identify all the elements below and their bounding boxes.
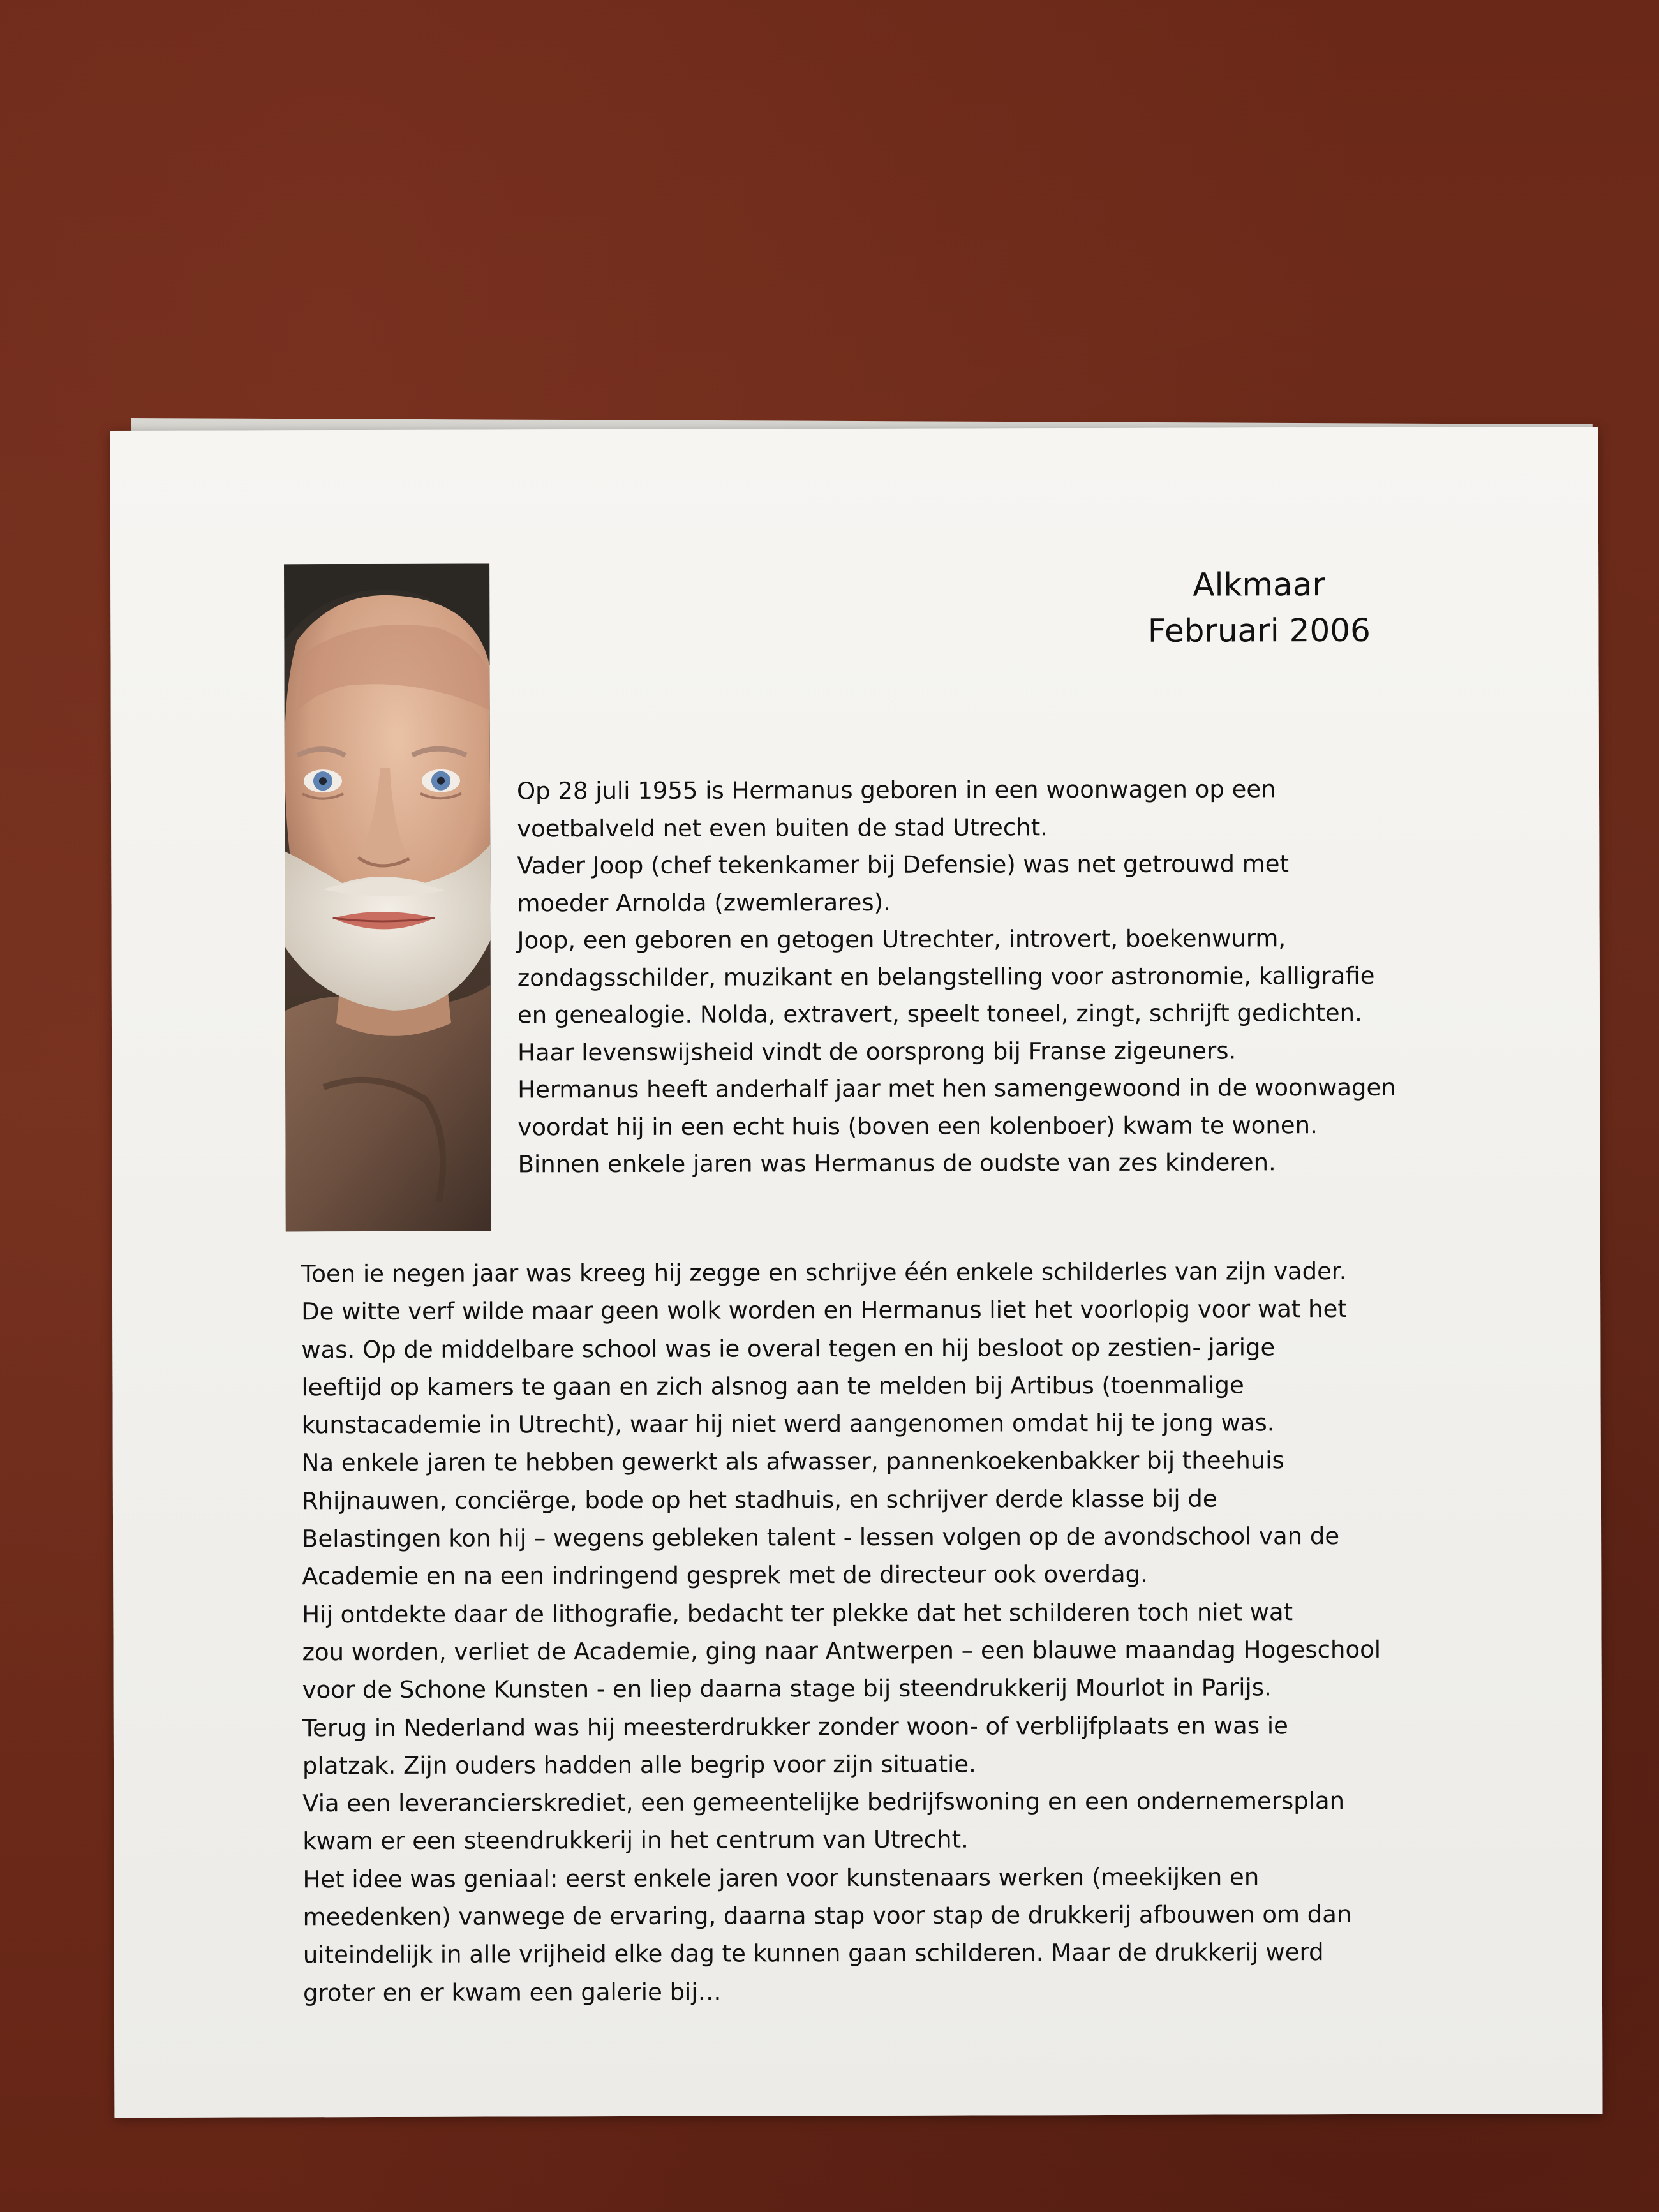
text-line: Academie en na een indringend gesprek met de directeur ook overdag. — [302, 1561, 1148, 1591]
text-line: Belastingen kon hij – wegens gebleken talent - lessen volgen op de avondschool van de — [302, 1522, 1340, 1553]
date-heading: Februari 2006 — [1147, 611, 1371, 649]
text-line: was. Op de middelbare school was ie overal tegen en hij besloot op zestien- jarige — [301, 1333, 1276, 1363]
text-line: Haar levenswijsheid vindt de oorsprong bij Franse zigeuners. — [517, 1036, 1237, 1066]
text-line: platzak. Zijn ouders hadden alle begrip voor zijn situatie. — [302, 1750, 976, 1780]
text-line: Hij ontdekte daar de lithografie, bedacht ter plekke dat het schilderen toch niet wat — [302, 1598, 1293, 1628]
text-line: Terug in Nederland was hij meesterdrukker zonder woon- of verblijfplaats en was ie — [302, 1711, 1288, 1742]
text-line: voor de Schone Kunsten - en liep daarna stage bij steendrukkerij Mourlot in Parijs. — [302, 1674, 1272, 1704]
painted-portrait-image — [284, 564, 491, 1232]
text-line: Toen ie negen jaar was kreeg hij zegge en schrijve één enkele schilderles van zijn vader. — [301, 1257, 1347, 1288]
text-line: Binnen enkele jaren was Hermanus de oudste van zes kinderen. — [517, 1148, 1276, 1178]
text-line: Na enkele jaren te hebben gewerkt als afwasser, pannenkoekenbakker bij theehuis — [301, 1446, 1284, 1477]
location-heading: Alkmaar — [1193, 566, 1326, 604]
text-line: zondagsschilder, muzikant en belangstelling voor astronomie, kalligrafie — [517, 961, 1375, 991]
text-line: uiteindelijk in alle vrijheid elke dag te kunnen gaan schilderen. Maar de drukkerij werd — [302, 1938, 1324, 1969]
text-line: Op 28 juli 1955 is Hermanus geboren in een woonwagen op een — [516, 775, 1276, 805]
text-line: Hermanus heeft anderhalf jaar met hen samengewoond in de woonwagen — [517, 1073, 1396, 1104]
text-line: De witte verf wilde maar geen wolk worden en Hermanus liet het voorlopig voor wat het — [301, 1295, 1347, 1326]
text-line: en genealogie. Nolda, extravert, speelt toneel, zingt, schrijft gedichten. — [517, 998, 1362, 1029]
text-line: Via een leverancierskrediet, een gemeentelijke bedrijfswoning en een ondernemersplan — [302, 1787, 1345, 1818]
text-line: Rhijnauwen, conciërge, bode op het stadhuis, en schrijver derde klasse bij de — [301, 1485, 1217, 1515]
document-header — [940, 561, 1578, 655]
text-line: voordat hij in een echt huis (boven een kolenboer) kwam te wonen. — [517, 1111, 1318, 1141]
text-line: kunstacademie in Utrecht), waar hij niet werd aangenomen omdat hij te jong was. — [301, 1409, 1275, 1439]
text-line: Joop, een geboren en getogen Utrechter, introvert, boekenwurm, — [517, 924, 1286, 954]
text-line: meedenken) vanwege de ervaring, daarna stap voor stap de drukkerij afbouwen om dan — [302, 1901, 1352, 1931]
biography-paragraph — [301, 1252, 1528, 2012]
text-line: kwam er een steendrukkerij in het centrum van Utrecht. — [302, 1825, 969, 1855]
text-line: zou worden, verliet de Academie, ging naar Antwerpen – een blauwe maandag Hogeschool — [302, 1635, 1381, 1666]
text-line: groter en er kwam een galerie bij… — [302, 1978, 722, 2007]
document-page — [110, 427, 1603, 2118]
text-line: moeder Arnolda (zwemlerares). — [517, 888, 891, 917]
text-line: voetbalveld net even buiten de stad Utrecht. — [517, 813, 1048, 842]
text-line: Vader Joop (chef tekenkamer bij Defensie) was net getrouwd met — [517, 850, 1290, 880]
text-line: leeftijd op kamers te gaan en zich alsnog aan te melden bij Artibus (toenmalige — [301, 1371, 1244, 1402]
text-line: Het idee was geniaal: eerst enkele jaren voor kunstenaars werken (meekijken en — [302, 1863, 1260, 1894]
intro-paragraph — [517, 770, 1526, 1184]
